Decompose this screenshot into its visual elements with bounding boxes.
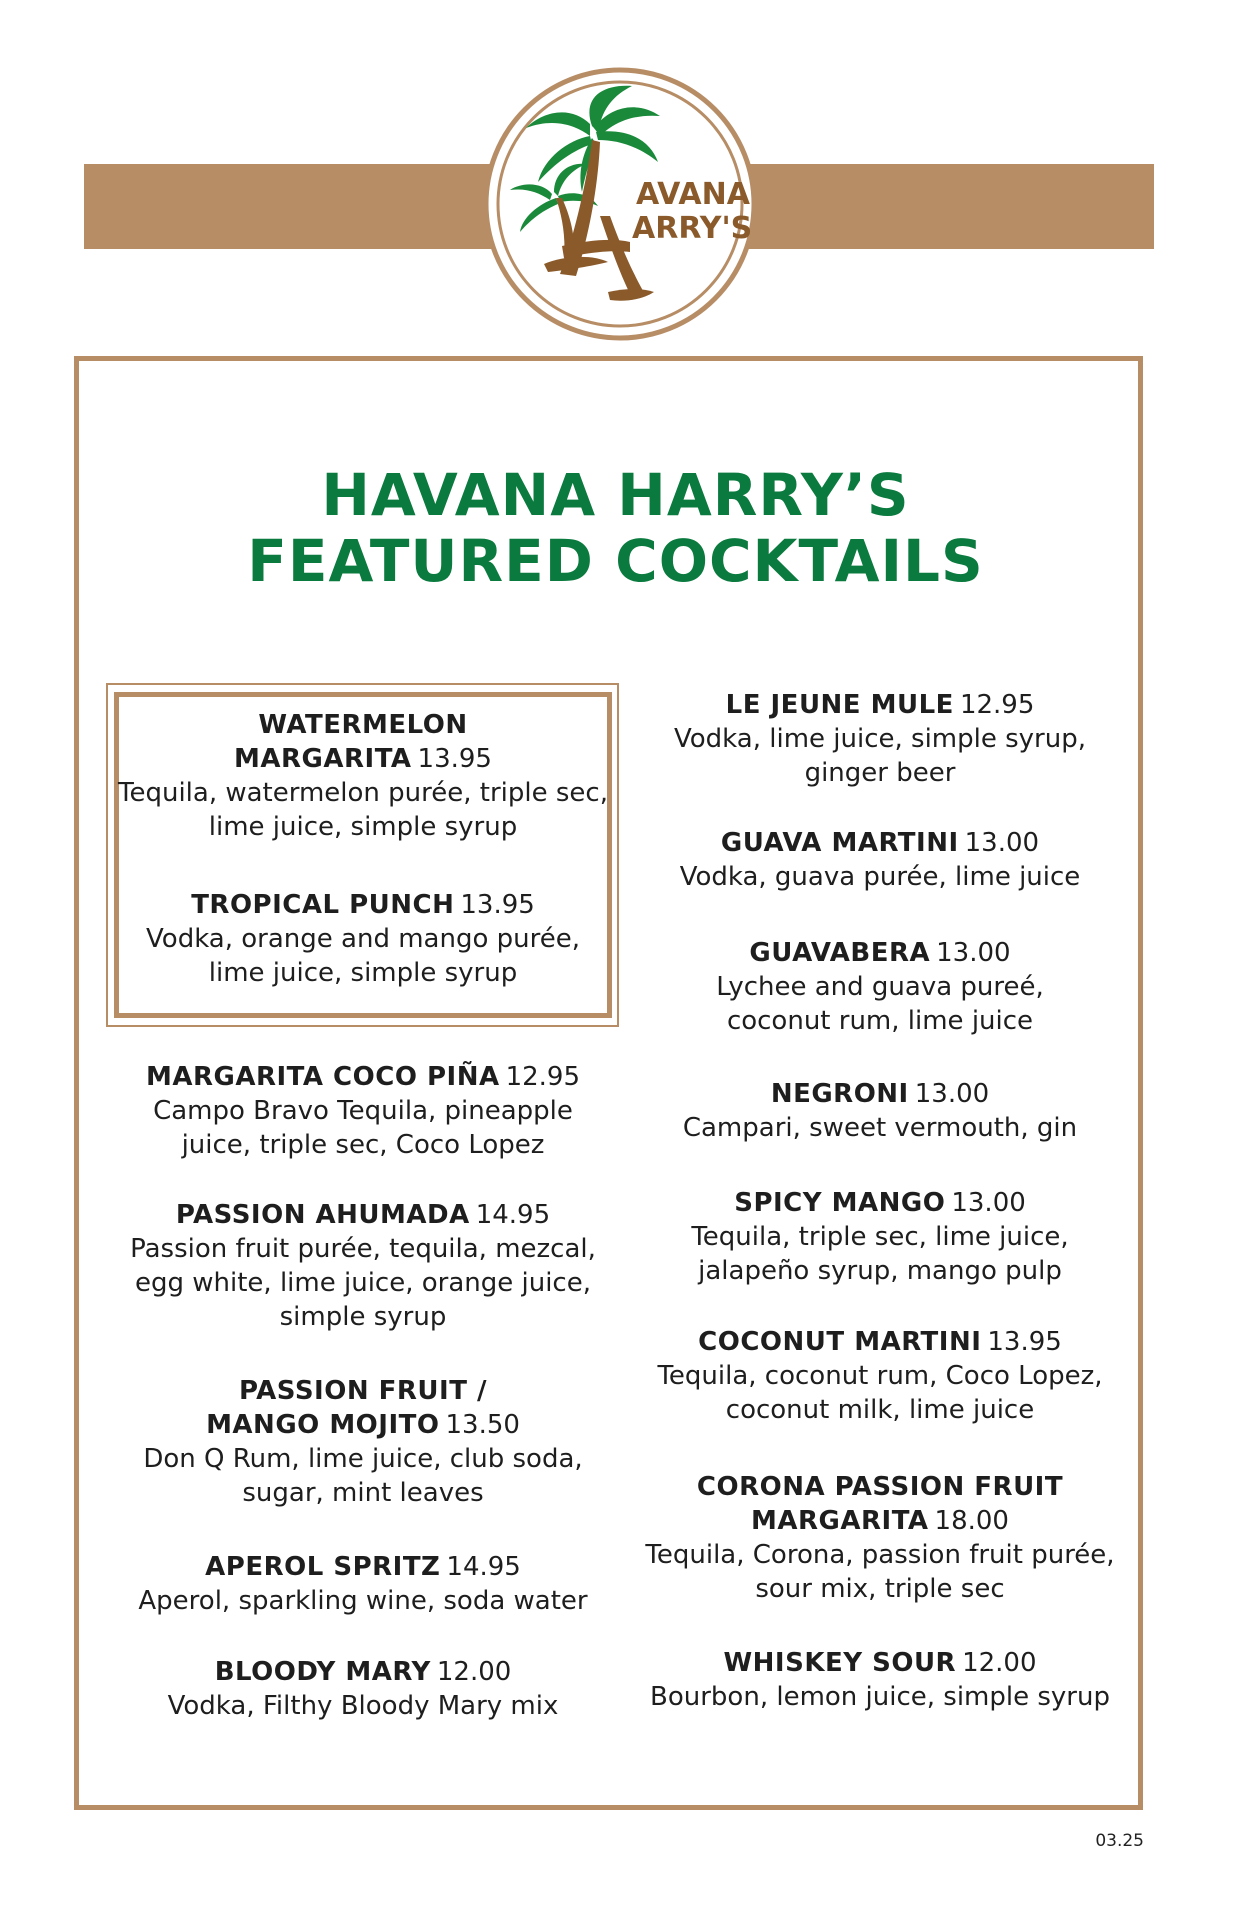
item-description: ginger beer bbox=[804, 758, 956, 788]
menu-item bbox=[114, 708, 612, 844]
item-description: Aperol, sparkling wine, soda water bbox=[138, 1586, 588, 1616]
item-description: Vodka, orange and mango purée, bbox=[146, 924, 580, 954]
item-name: WHISKEY SOUR bbox=[723, 1648, 957, 1678]
item-name: TROPICAL PUNCH bbox=[191, 890, 455, 920]
item-price: 12.95 bbox=[505, 1062, 581, 1092]
item-name: COCONUT MARTINI bbox=[698, 1327, 982, 1357]
item-name: WATERMELON bbox=[258, 710, 468, 740]
title-line2: FEATURED COCKTAILS bbox=[247, 527, 984, 595]
menu-item bbox=[630, 1646, 1130, 1714]
item-description: Vodka, lime juice, simple syrup, bbox=[674, 724, 1086, 754]
item-name: BLOODY MARY bbox=[214, 1657, 431, 1687]
item-description: Lychee and guava pureé, bbox=[716, 972, 1044, 1002]
item-price: 12.95 bbox=[959, 690, 1035, 720]
item-price: 13.95 bbox=[987, 1327, 1062, 1357]
menu-item bbox=[630, 1077, 1130, 1145]
title-line1: HAVANA HARRY’S bbox=[321, 461, 910, 529]
item-name: GUAVA MARTINI bbox=[720, 828, 959, 858]
item-description: coconut milk, lime juice bbox=[725, 1395, 1035, 1425]
item-name: PASSION FRUIT / bbox=[238, 1376, 487, 1406]
item-description: Campo Bravo Tequila, pineapple bbox=[153, 1096, 573, 1126]
item-price: 13.95 bbox=[417, 744, 492, 774]
menu-item bbox=[630, 936, 1130, 1038]
havana-harrys-logo bbox=[482, 66, 758, 342]
item-description: Tequila, watermelon purée, triple sec, bbox=[118, 778, 608, 808]
item-description: sour mix, triple sec bbox=[755, 1574, 1005, 1604]
item-name: MARGARITA bbox=[751, 1506, 929, 1536]
menu-item bbox=[630, 826, 1130, 894]
item-description: egg white, lime juice, orange juice, bbox=[135, 1268, 591, 1298]
item-name: MARGARITA COCO PIÑA bbox=[145, 1062, 500, 1092]
menu-item bbox=[114, 1655, 612, 1723]
logo-text-line1: AVANA bbox=[636, 177, 750, 212]
item-name: SPICY MANGO bbox=[734, 1188, 946, 1218]
item-description: Tequila, coconut rum, Coco Lopez, bbox=[657, 1361, 1103, 1391]
menu-item bbox=[114, 888, 612, 990]
logo-text-line2: ARRY'S bbox=[632, 211, 753, 246]
item-description: juice, triple sec, Coco Lopez bbox=[181, 1130, 545, 1160]
item-description: sugar, mint leaves bbox=[242, 1478, 484, 1508]
item-price: 13.95 bbox=[460, 890, 535, 920]
item-price: 14.95 bbox=[475, 1200, 551, 1230]
item-price: 13.00 bbox=[914, 1079, 990, 1109]
item-description: coconut rum, lime juice bbox=[726, 1006, 1034, 1036]
item-description: simple syrup bbox=[279, 1302, 447, 1332]
menu-item bbox=[630, 688, 1130, 790]
item-name: GUAVABERA bbox=[749, 938, 931, 968]
item-name: MANGO MOJITO bbox=[206, 1410, 440, 1440]
item-price: 13.00 bbox=[951, 1188, 1026, 1218]
item-description: Vodka, Filthy Bloody Mary mix bbox=[167, 1691, 559, 1721]
item-description: Vodka, guava purée, lime juice bbox=[679, 862, 1081, 892]
item-description: Tequila, triple sec, lime juice, bbox=[691, 1222, 1069, 1252]
menu-item bbox=[114, 1374, 612, 1510]
menu-item bbox=[630, 1325, 1130, 1427]
item-price: 13.00 bbox=[936, 938, 1011, 968]
menu-item bbox=[630, 1186, 1130, 1288]
item-name: NEGRONI bbox=[770, 1079, 909, 1109]
item-price: 12.00 bbox=[962, 1648, 1037, 1678]
menu-item bbox=[114, 1198, 612, 1334]
item-price: 13.50 bbox=[445, 1410, 520, 1440]
item-price: 14.95 bbox=[446, 1552, 521, 1582]
item-description: jalapeño syrup, mango pulp bbox=[698, 1256, 1062, 1286]
menu-item bbox=[114, 1550, 612, 1618]
item-description: Passion fruit purée, tequila, mezcal, bbox=[130, 1234, 596, 1264]
menu-item bbox=[630, 1470, 1130, 1606]
item-description: Bourbon, lemon juice, simple syrup bbox=[650, 1682, 1110, 1712]
item-price: 18.00 bbox=[934, 1506, 1009, 1536]
menu-version-code: 03.25 bbox=[1095, 1831, 1144, 1851]
menu-item bbox=[114, 1060, 612, 1162]
item-name: MARGARITA bbox=[234, 744, 412, 774]
item-price: 13.00 bbox=[964, 828, 1040, 858]
item-name: APEROL SPRITZ bbox=[205, 1552, 441, 1582]
item-description: lime juice, simple syrup bbox=[208, 812, 518, 842]
item-name: LE JEUNE MULE bbox=[725, 690, 954, 720]
item-description: Campari, sweet vermouth, gin bbox=[682, 1113, 1078, 1143]
item-name: CORONA PASSION FRUIT bbox=[696, 1472, 1064, 1502]
item-price: 12.00 bbox=[436, 1657, 512, 1687]
item-description: Don Q Rum, lime juice, club soda, bbox=[143, 1444, 583, 1474]
page-title bbox=[74, 462, 1157, 594]
item-description: lime juice, simple syrup bbox=[208, 958, 518, 988]
item-description: Tequila, Corona, passion fruit purée, bbox=[645, 1540, 1115, 1570]
item-name: PASSION AHUMADA bbox=[175, 1200, 470, 1230]
